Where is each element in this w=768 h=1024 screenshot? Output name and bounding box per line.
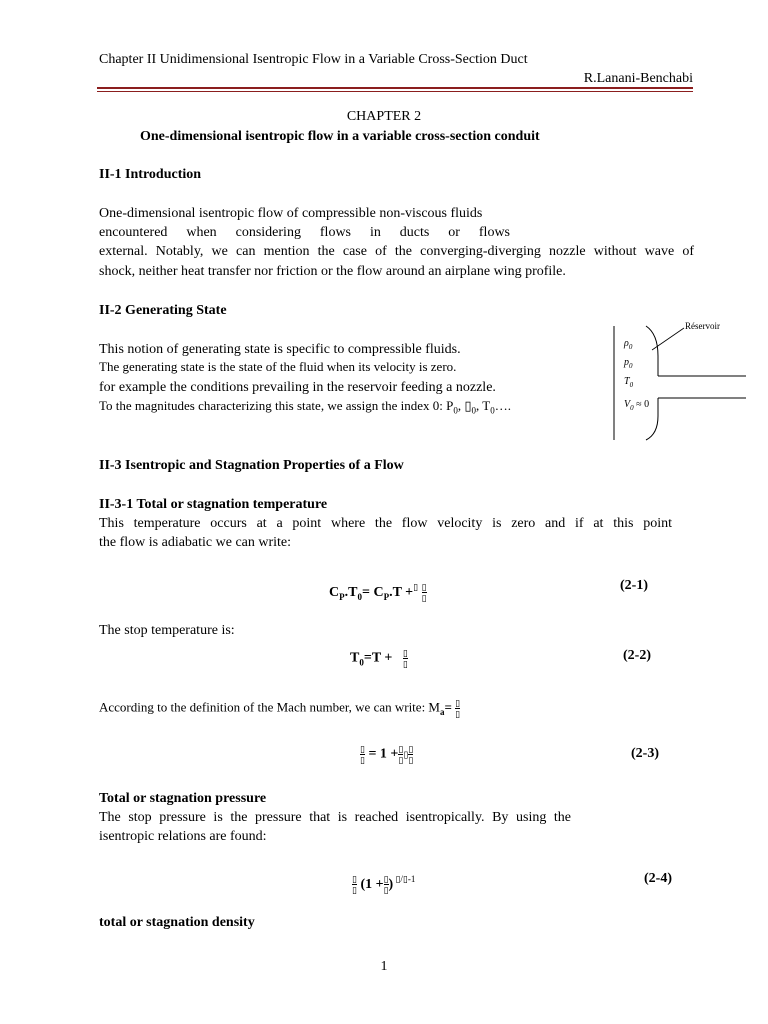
header-rule: [97, 87, 693, 89]
reservoir-diagram: [600, 316, 750, 446]
temp-para-line-2: the flow is adiabatic we can write:: [99, 535, 292, 550]
stop-temp-text: The stop temperature is:: [99, 623, 235, 638]
subsection-heading-temperature: II-3-1 Total or stagnation temperature: [99, 497, 328, 512]
equation-number-2-1: (2-1): [620, 578, 648, 593]
chapter-title: One-dimensional isentropic flow in a variable cross-section conduit: [140, 129, 540, 144]
running-header-title: Chapter II Unidimensional Isentropic Flow in a Variable Cross-Section Duct: [99, 52, 528, 67]
gen-line-2: The generating state is the state of the fluid when its velocity is zero.: [99, 359, 457, 374]
equation-number-2-2: (2-2): [623, 648, 651, 663]
section-heading-isentropic: II-3 Isentropic and Stagnation Properties of a Flow: [99, 458, 404, 473]
equation-number-2-4: (2-4): [644, 871, 672, 886]
intro-line-1: One-dimensional isentropic flow of compressible non-viscous fluids: [99, 206, 483, 221]
intro-line-3: external. Notably, we can mention the case of the converging-diverging nozzle without wave of: [99, 244, 694, 259]
equation-2-3: $\frac{▯}{▯}$ = 1 + $\frac{▯}{▯}$ ▯ $\frac{▯}{▯}$: [360, 744, 414, 765]
mach-definition: According to the definition of the Mach number, we can write: $M_a=$ $\frac{▯}{▯}$: [99, 698, 461, 719]
section-heading-introduction: II-1 Introduction: [99, 167, 202, 182]
rho0-label: $\rho_0$: [624, 338, 633, 351]
header-rule-thin: [97, 91, 693, 92]
section-heading-generating-state: II-2 Generating State: [99, 303, 227, 318]
t0-label: $T_0$: [624, 376, 634, 389]
pressure-para-line-1: The stop pressure is the pressure that is reached isentropically. By using the: [99, 810, 571, 825]
equation-2-2: $T_0=T$ + $\frac{▯}{▯}$: [350, 648, 408, 669]
gen-line-1: This notion of generating state is specific to compressible fluids.: [99, 342, 461, 357]
v0-label: $V_0 \approx 0$: [624, 399, 650, 412]
temp-para-line-1: This temperature occurs at a point where the flow velocity is zero and if at this point: [99, 516, 672, 531]
subsection-heading-pressure: Total or stagnation pressure: [99, 791, 267, 806]
reservoir-label: Réservoir: [685, 321, 720, 331]
page-number: 1: [380, 959, 388, 974]
equation-number-2-3: (2-3): [631, 746, 659, 761]
intro-line-4: shock, neither heat transfer nor friction or the flow around an airplane wing profile.: [99, 264, 566, 279]
running-header-author: R.Lanani-Benchabi: [583, 71, 693, 86]
equation-2-1: $C_P.T_0= C_P.T +^▯$ $\frac{▯}{▯}$: [329, 582, 427, 604]
intro-line-2: encountered when considering flows in ducts or flows: [99, 225, 510, 240]
pressure-para-line-2: isentropic relations are found:: [99, 829, 267, 844]
gen-line-4: To the magnitudes characterizing this state, we assign the index 0: $P_0$, $▯_0$, $T_0\dots$.: [99, 398, 511, 416]
chapter-label: CHAPTER 2: [346, 109, 422, 124]
subsection-heading-density: total or stagnation density: [99, 915, 255, 930]
gen-line-3: for example the conditions prevailing in the reservoir feeding a nozzle.: [99, 380, 496, 395]
p0-label: $p_0$: [624, 357, 633, 370]
equation-2-4: $\frac{▯}{▯}$ (1 + $\frac{▯}{▯}$ ) $^{▯/▯-1}$: [352, 874, 416, 896]
